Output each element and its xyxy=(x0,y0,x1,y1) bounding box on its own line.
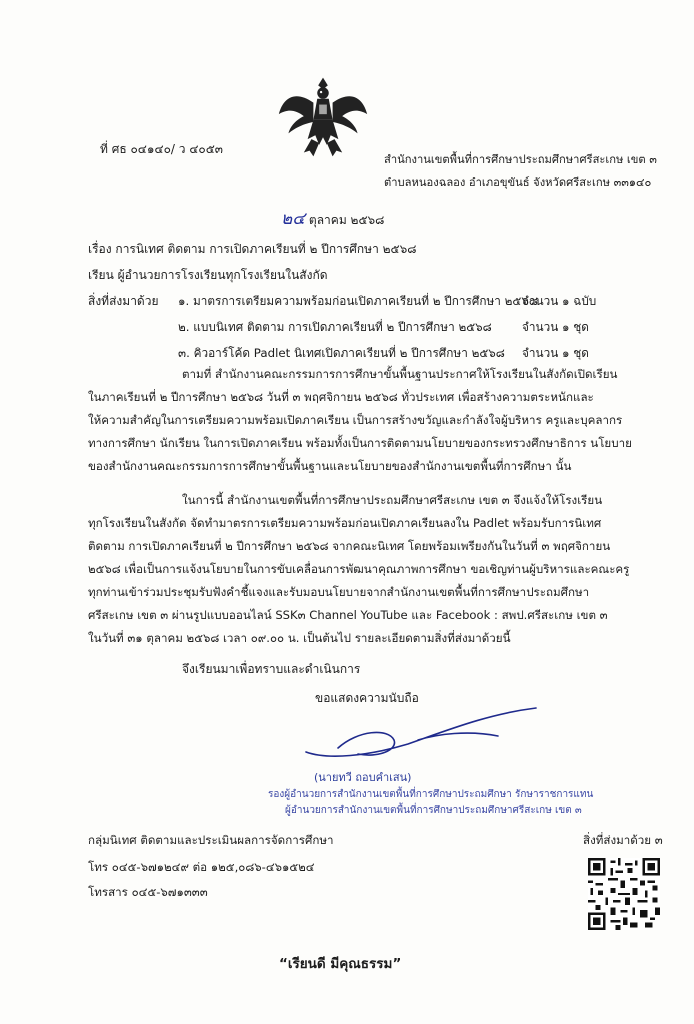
body-paragraph-2-line: ทุกโรงเรียนในสังกัด จัดทำมาตรการเตรียมความพร้อมก่อนเปิดภาคเรียนลงใน Padlet พร้อมรับการนิเทศ xyxy=(88,516,602,530)
body-paragraph-1-line: ทางการศึกษา นักเรียน ในการเปิดภาคเรียน พร้อมทั้งเป็นการติดตามนโยบายของกระทรวงศึกษาธิการ นโยบาย xyxy=(88,436,632,450)
signatory-position-1: รองผู้อำนวยการสำนักงานเขตพื้นที่การศึกษาประถมศึกษา รักษาราชการแทน xyxy=(268,789,594,800)
body-paragraph-1-line: ของสำนักงานคณะกรรมการการศึกษาขั้นพื้นฐานและนโยบายของสำนักงานเขตพื้นที่การศึกษา นั้น xyxy=(88,459,572,473)
body-paragraph-2-line: ในวันที่ ๓๑ ตุลาคม ๒๕๖๘ เวลา ๐๙.๐๐ น. เป็นต้นไป รายละเอียดตามสิ่งที่ส่งมาด้วยนี้ xyxy=(88,631,511,645)
body-paragraph-1-line: ในภาคเรียนที่ ๒ ปีการศึกษา ๒๕๖๘ วันที่ ๓ พฤศจิกายน ๒๕๖๘ ทั่วประเทศ เพื่อสร้างความตระหนักและ xyxy=(88,390,594,404)
document-date xyxy=(281,205,384,232)
recipient-line: เรียน ผู้อำนวยการโรงเรียนทุกโรงเรียนในสังกัด xyxy=(88,268,328,282)
date-month-year: ตุลาคม ๒๕๖๘ xyxy=(308,213,385,227)
body-paragraph-2-line: ศรีสะเกษ เขต ๓ ผ่านรูปแบบออนไลน์ SSK๓ Channel YouTube และ Facebook : สพป.ศรีสะเกษ เขต ๓ xyxy=(88,608,608,622)
signatory-name: (นายทวี ถอบคำเสน) xyxy=(314,771,412,784)
fax-number: โทรสาร ๐๔๕-๖๗๑๓๓๓ xyxy=(88,885,208,899)
qr-code-icon xyxy=(588,858,660,930)
handwritten-signature xyxy=(298,700,548,770)
body-paragraph-1-line: ตามที่ สำนักงานคณะกรรมการการศึกษาขั้นพื้นฐานประกาศให้โรงเรียนในสังกัดเปิดเรียน xyxy=(182,367,618,381)
signatory-position-2: ผู้อำนวยการสำนักงานเขตพื้นที่การศึกษาประถมศึกษาศรีสะเกษ เขต ๓ xyxy=(285,805,582,816)
enclosure-item: ๒. แบบนิเทศ ติดตาม การเปิดภาคเรียนที่ ๒ ปีการศึกษา ๒๕๖๘ xyxy=(178,320,492,334)
enclosure-label: สิ่งที่ส่งมาด้วย xyxy=(88,294,159,308)
enclosure-qty: จำนวน ๑ ชุด xyxy=(522,346,589,360)
body-paragraph-2-line: ในการนี้ สำนักงานเขตพื้นที่การศึกษาประถมศึกษาศรีสะเกษ เขต ๓ จึงแจ้งให้โรงเรียน xyxy=(182,493,603,507)
document-number-text: ที่ ศธ ๐๔๑๔๐/ ว ๔๐๕๓ xyxy=(100,142,224,156)
enclosure-qty: จำนวน ๑ ฉบับ xyxy=(522,294,597,308)
document-number xyxy=(100,140,223,159)
body-paragraph-1-line: ให้ความสำคัญในการเตรียมความพร้อมเปิดภาคเรียน เป็นการสร้างขวัญและกำลังใจผู้บริหาร ครูและบุคลากร xyxy=(88,413,623,427)
phone-number: โทร ๐๔๕-๖๗๑๒๔๙ ต่อ ๑๒๕,๐๘๖-๔๖๑๕๒๔ xyxy=(88,860,315,874)
enclosure-qty: จำนวน ๑ ชุด xyxy=(522,320,589,334)
garuda-emblem-icon xyxy=(275,70,371,166)
body-paragraph-2-line: ทุกท่านเข้าร่วมประชุมรับฟังคำชี้แจงและรับมอบนโยบายจากสำนักงานเขตพื้นที่การศึกษาประถมศึกษา xyxy=(88,585,590,599)
enclosure-item: ๑. มาตรการเตรียมความพร้อมก่อนเปิดภาคเรียนที่ ๒ ปีการศึกษา ๒๕๖๘ xyxy=(178,294,538,308)
enclosure-item: ๓. คิวอาร์โค้ด Padlet นิเทศเปิดภาคเรียนที่ ๒ ปีการศึกษา ๒๕๖๘ xyxy=(178,346,505,360)
agency-name: สำนักงานเขตพื้นที่การศึกษาประถมศึกษาศรีสะเกษ เขต ๓ xyxy=(384,153,657,166)
closing-request: จึงเรียนมาเพื่อทราบและดำเนินการ xyxy=(182,662,361,676)
subject-line: เรื่อง การนิเทศ ติดตาม การเปิดภาคเรียนที่ ๒ ปีการศึกษา ๒๕๖๘ xyxy=(88,242,417,256)
date-day: ๒๔ xyxy=(281,209,306,229)
enclosure-note: สิ่งที่ส่งมาด้วย ๓ xyxy=(583,833,663,847)
department-name: กลุ่มนิเทศ ติดตามและประเมินผลการจัดการศึกษา xyxy=(88,833,334,847)
agency-address: ตำบลหนองฉลอง อำเภอขุขันธ์ จังหวัดศรีสะเกษ ๓๓๑๔๐ xyxy=(384,176,652,189)
closing-regards: ขอแสดงความนับถือ xyxy=(315,691,419,705)
body-paragraph-2-line: ติดตาม การเปิดภาคเรียนที่ ๒ ปีการศึกษา ๒๕๖๘ จากคณะนิเทศ โดยพร้อมเพรียงกันในวันที่ ๓ พฤศจิกายน xyxy=(88,539,611,553)
body-paragraph-2-line: ๒๕๖๘ เพื่อเป็นการแจ้งนโยบายในการขับเคลื่อนการพัฒนาคุณภาพการศึกษา ขอเชิญท่านผู้บริหารและคณะครู xyxy=(88,562,630,576)
school-motto: “เรียนดี มีคุณธรรม” xyxy=(279,956,402,972)
